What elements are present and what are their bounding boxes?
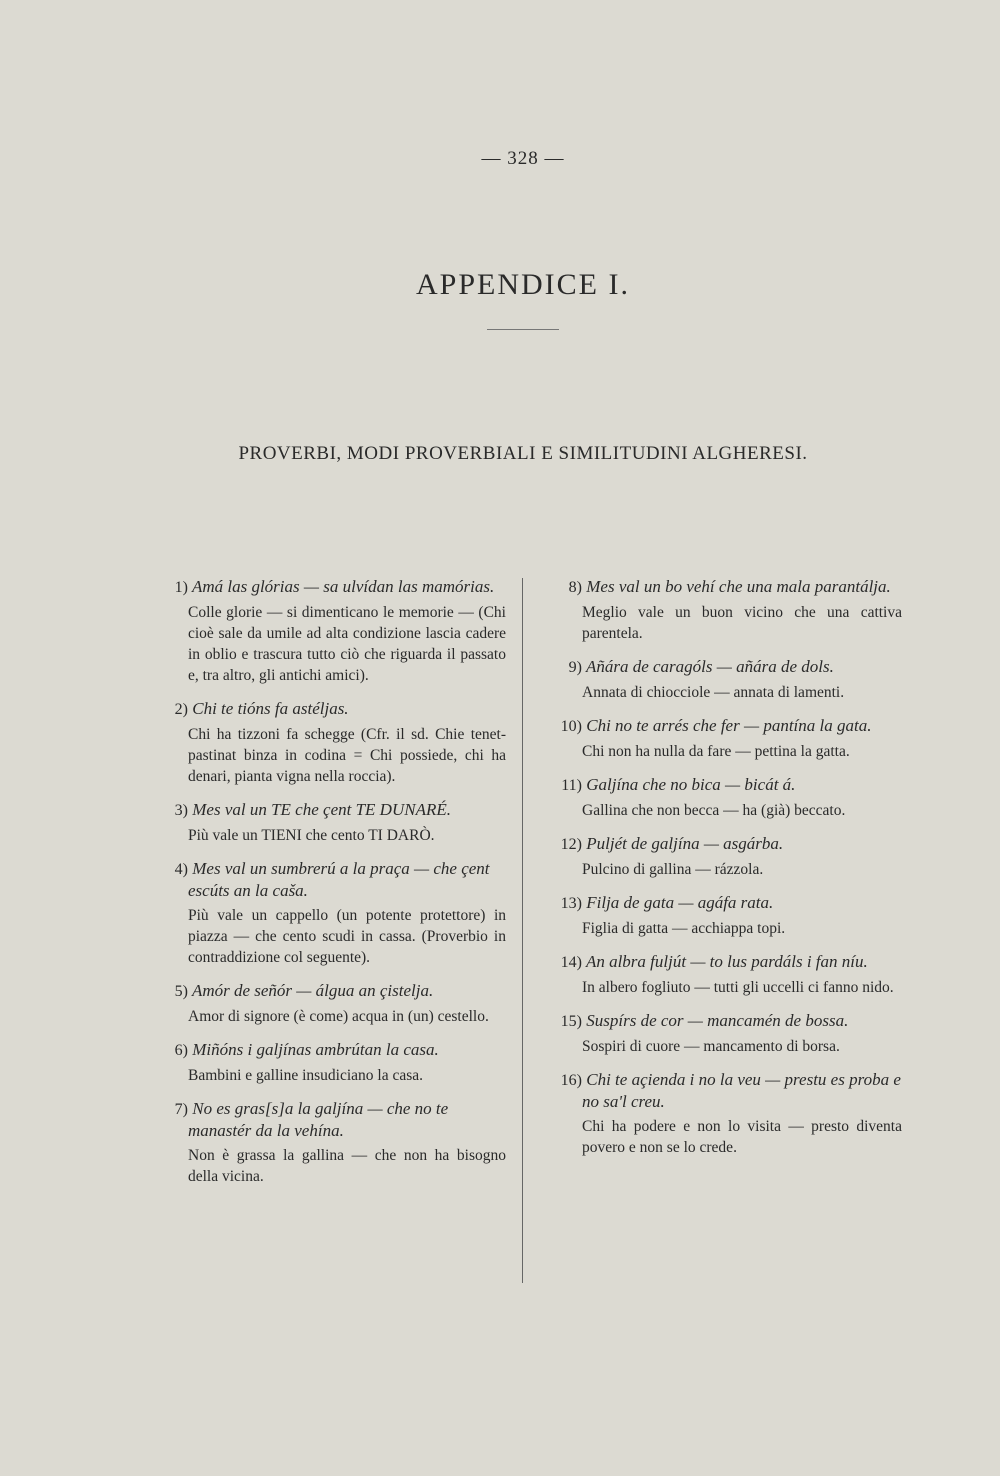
proverb-entry: [548, 1010, 902, 1057]
proverb-entry: [548, 576, 902, 644]
proverb-text: An albra fuljút — to lus pardáls i fan níu.: [585, 952, 868, 971]
translation-text: Bambini e galline insudiciano la casa.: [188, 1067, 424, 1084]
proverb-text: Galjína che no bica — bicát á.: [586, 775, 796, 794]
entry-number: 3): [174, 802, 188, 819]
translation-text: Più vale un cappello (un potente protettore) in piazza — che cento scudi in cassa. (Proverbio in contraddizione col seguente).: [188, 907, 506, 966]
entry-number: 8): [568, 579, 582, 596]
entry-number: 10): [560, 718, 582, 735]
entry-number: 13): [560, 895, 582, 912]
proverb-entry: [548, 833, 902, 880]
column-divider: [522, 578, 523, 1283]
translation-text: Amor di signore (è come) acqua in (un) cestello.: [188, 1008, 489, 1025]
entry-number: 15): [560, 1013, 582, 1030]
proverb-entry: [548, 951, 902, 998]
proverb-entry: [548, 1069, 902, 1158]
proverb-entry: [158, 980, 506, 1027]
translation-text: Figlia di gatta — acchiappa topi.: [582, 920, 786, 937]
proverb-entry: [158, 576, 506, 686]
page-title: APPENDICE I.: [415, 268, 630, 301]
proverb-text: Puljét de galjína — asgárba.: [586, 834, 784, 853]
proverb-entry: [158, 858, 506, 968]
translation-text: In albero fogliuto — tutti gli uccelli ci fanno nido.: [582, 979, 894, 996]
translation-text: Meglio vale un buon vicino che una cattiva parentela.: [582, 604, 902, 642]
proverb-entry: [548, 892, 902, 939]
proverb-entry: [548, 656, 902, 703]
entry-number: 6): [174, 1042, 188, 1059]
translation-text: Sospiri di cuore — mancamento di borsa.: [582, 1038, 840, 1055]
entry-number: 16): [560, 1072, 582, 1089]
section-subtitle: PROVERBI, MODI PROVERBIALI E SIMILITUDINI ALGHERESI.: [238, 443, 808, 464]
proverb-entry: [548, 774, 902, 821]
proverb-text: Mes val un TE che çent TE DUNARÉ.: [192, 800, 451, 819]
proverb-text: Amá las glórias — sa ulvídan las mamórias.: [191, 577, 495, 596]
proverb-text: Filja de gata — agáfa rata.: [586, 893, 774, 912]
entry-number: 12): [560, 836, 582, 853]
proverb-text: Suspírs de cor — mancamén de bossa.: [586, 1011, 849, 1030]
translation-text: Colle glorie — si dimenticano le memorie — (Chi cioè sale da umile ad alta condizione lascia cadere in oblio e trascura tutto ciò che riguarda il passato e, tra altro, gli antichi amici).: [188, 604, 506, 684]
proverb-text: Mes val un bo vehí che una mala parantálja.: [586, 577, 891, 596]
translation-text: Chi ha podere e non lo visita — presto diventa povero e non se lo crede.: [582, 1118, 902, 1156]
entry-number: 4): [174, 861, 188, 878]
right-column: [548, 576, 902, 1170]
entry-number: 5): [174, 983, 188, 1000]
translation-text: Chi ha tizzoni fa schegge (Cfr. il sd. Chie tenet-pastinat binza in codina = Chi possiede, chi ha denari, pianta vigna nella roccia).: [188, 726, 506, 785]
proverb-text: No es gras[s]a la galjína — che no te manastér da la vehína.: [188, 1099, 449, 1140]
translation-text: Gallina che non becca — ha (già) beccato.: [582, 802, 846, 819]
entry-number: 7): [174, 1101, 188, 1118]
proverb-entry: [158, 1098, 506, 1187]
proverb-text: Chi no te arrés che fer — pantína la gata.: [586, 716, 872, 735]
translation-text: Pulcino di gallina — rázzola.: [582, 861, 764, 878]
translation-text: Più vale un TIENI che cento TI DARÒ.: [188, 827, 435, 844]
proverb-entry: [548, 715, 902, 762]
proverb-text: Miñóns i galjínas ambrútan la casa.: [192, 1040, 439, 1059]
proverb-entry: [158, 1039, 506, 1086]
entry-number: 11): [561, 777, 582, 794]
translation-text: Non è grassa la gallina — che non ha bisogno della vicina.: [188, 1147, 506, 1185]
proverb-text: Mes val un sumbrerú a la praça — che çent escúts an la caša.: [188, 859, 490, 900]
title-rule: [487, 329, 559, 330]
proverb-text: Chi te tións fa astéljas.: [192, 699, 349, 718]
proverb-text: Añára de caragóls — añára de dols.: [585, 657, 834, 676]
proverb-entry: [158, 698, 506, 787]
page-number: — 328 —: [481, 148, 565, 169]
entry-number: 9): [568, 659, 582, 676]
proverb-text: Chi te açienda i no la veu — prestu es proba e no sa'l creu.: [582, 1070, 901, 1111]
translation-text: Annata di chiocciole — annata di lamenti.: [582, 684, 845, 701]
translation-text: Chi non ha nulla da fare — pettina la gatta.: [582, 743, 850, 760]
left-column: [158, 576, 506, 1199]
entry-number: 2): [174, 701, 188, 718]
entry-number: 14): [560, 954, 582, 971]
proverb-entry: [158, 799, 506, 846]
entry-number: 1): [174, 579, 188, 596]
proverb-text: Amór de señór — álgua an çistelja.: [191, 981, 434, 1000]
